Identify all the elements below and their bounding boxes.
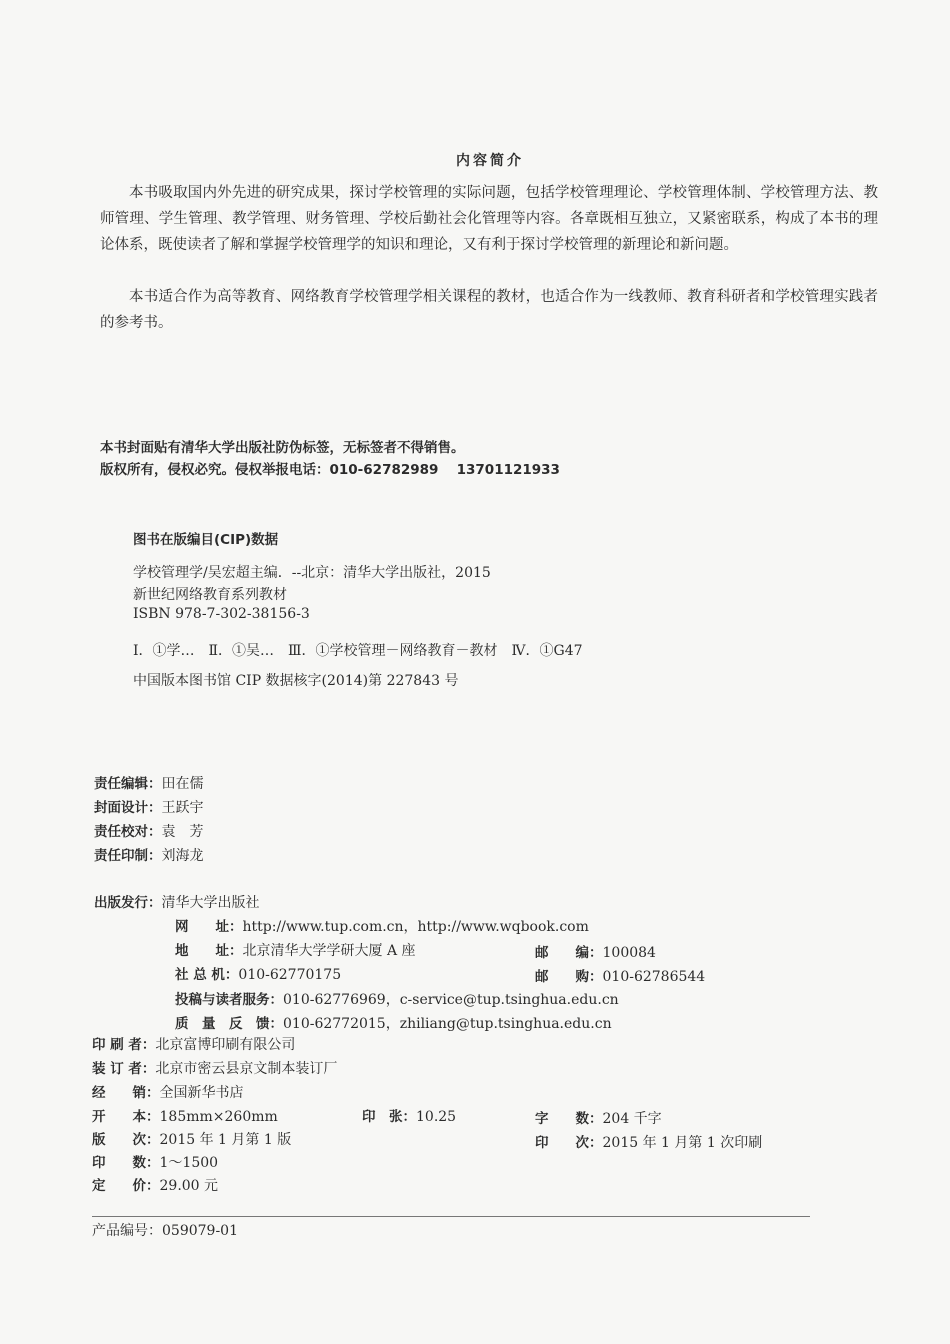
product-number: 产品编号：059079-01 (92, 1223, 238, 1239)
edition-row: 版 次：2015 年 1 月第 1 版 (92, 1132, 292, 1148)
summary-title: 内容简介 (456, 153, 524, 169)
sheets-row: 印 张：10.25 (362, 1109, 457, 1125)
publisher-quality-feedback: 质 量 反 馈：010-62772015，zhiliang@tup.tsinghua.edu.cn (175, 1016, 612, 1032)
cip-line-title: 学校管理学/吴宏超主编．--北京：清华大学出版社，2015 (133, 565, 491, 581)
divider-line (92, 1216, 810, 1217)
staff-proofreader: 责任校对：袁 芳 (94, 824, 204, 840)
publisher-mail-order: 邮 购：010-62786544 (535, 969, 706, 985)
publisher-submission: 投稿与读者服务：010-62776969，c-service@tup.tsinghua.edu.cn (175, 992, 619, 1008)
publisher-address: 地 址：北京清华大学学研大厦 A 座 (175, 943, 416, 959)
staff-printing: 责任印制：刘海龙 (94, 848, 204, 864)
staff-cover-design: 封面设计：王跃宇 (94, 800, 204, 816)
cip-heading: 图书在版编目(CIP)数据 (133, 532, 279, 548)
anti-counterfeit-notice: 本书封面贴有清华大学出版社防伪标签，无标签者不得销售。 (100, 440, 465, 456)
publisher-postcode: 邮 编：100084 (535, 945, 656, 961)
cip-line-isbn: ISBN 978-7-302-38156-3 (133, 606, 310, 622)
cip-line-series: 新世纪网络教育系列教材 (133, 587, 287, 603)
summary-paragraph-1: 本书吸取国内外先进的研究成果，探讨学校管理的实际问题，包括学校管理理论、学校管理体制、学校管理方法、教师管理、学生管理、教学管理、财务管理、学校后勤社会化管理等内容。各章既相互独立，又紧密联系，构成了本书的理论体系，既使读者了解和掌握学校管理学的知识和理论，又有利于探讨学校管理的新理论和新问题。 (100, 185, 878, 253)
publisher-switchboard: 社 总 机：010-62770175 (175, 967, 342, 983)
summary-paragraph-2: 本书适合作为高等教育、网络教育学校管理学相关课程的教材，也适合作为一线教师、教育科研者和学校管理实践者的参考书。 (100, 289, 878, 331)
copyright-notice: 版权所有，侵权必究。侵权举报电话：010-62782989 13701121933 (100, 462, 560, 478)
publisher-row: 出版发行：清华大学出版社 (94, 895, 260, 911)
publisher-website: 网 址：http://www.tup.com.cn，http://www.wqbook.com (175, 919, 589, 935)
binder-row: 装 订 者：北京市密云县京文制本装订厂 (92, 1061, 338, 1077)
cip-line-classification: Ⅰ．①学… Ⅱ．①吴… Ⅲ．①学校管理－网络教育－教材 Ⅳ．①G47 (133, 643, 583, 659)
price-row: 定 价：29.00 元 (92, 1178, 219, 1194)
copies-row: 印 数：1～1500 (92, 1155, 219, 1171)
cip-line-number: 中国版本图书馆 CIP 数据核字(2014)第 227843 号 (133, 673, 459, 689)
distributor-row: 经 销：全国新华书店 (92, 1085, 244, 1101)
printer-row: 印 刷 者：北京富博印刷有限公司 (92, 1037, 296, 1053)
format-row: 开 本：185mm×260mm (92, 1109, 278, 1125)
impression-row: 印 次：2015 年 1 月第 1 次印刷 (535, 1135, 763, 1151)
words-row: 字 数：204 千字 (535, 1111, 662, 1127)
staff-editor: 责任编辑：田在儒 (94, 776, 204, 792)
